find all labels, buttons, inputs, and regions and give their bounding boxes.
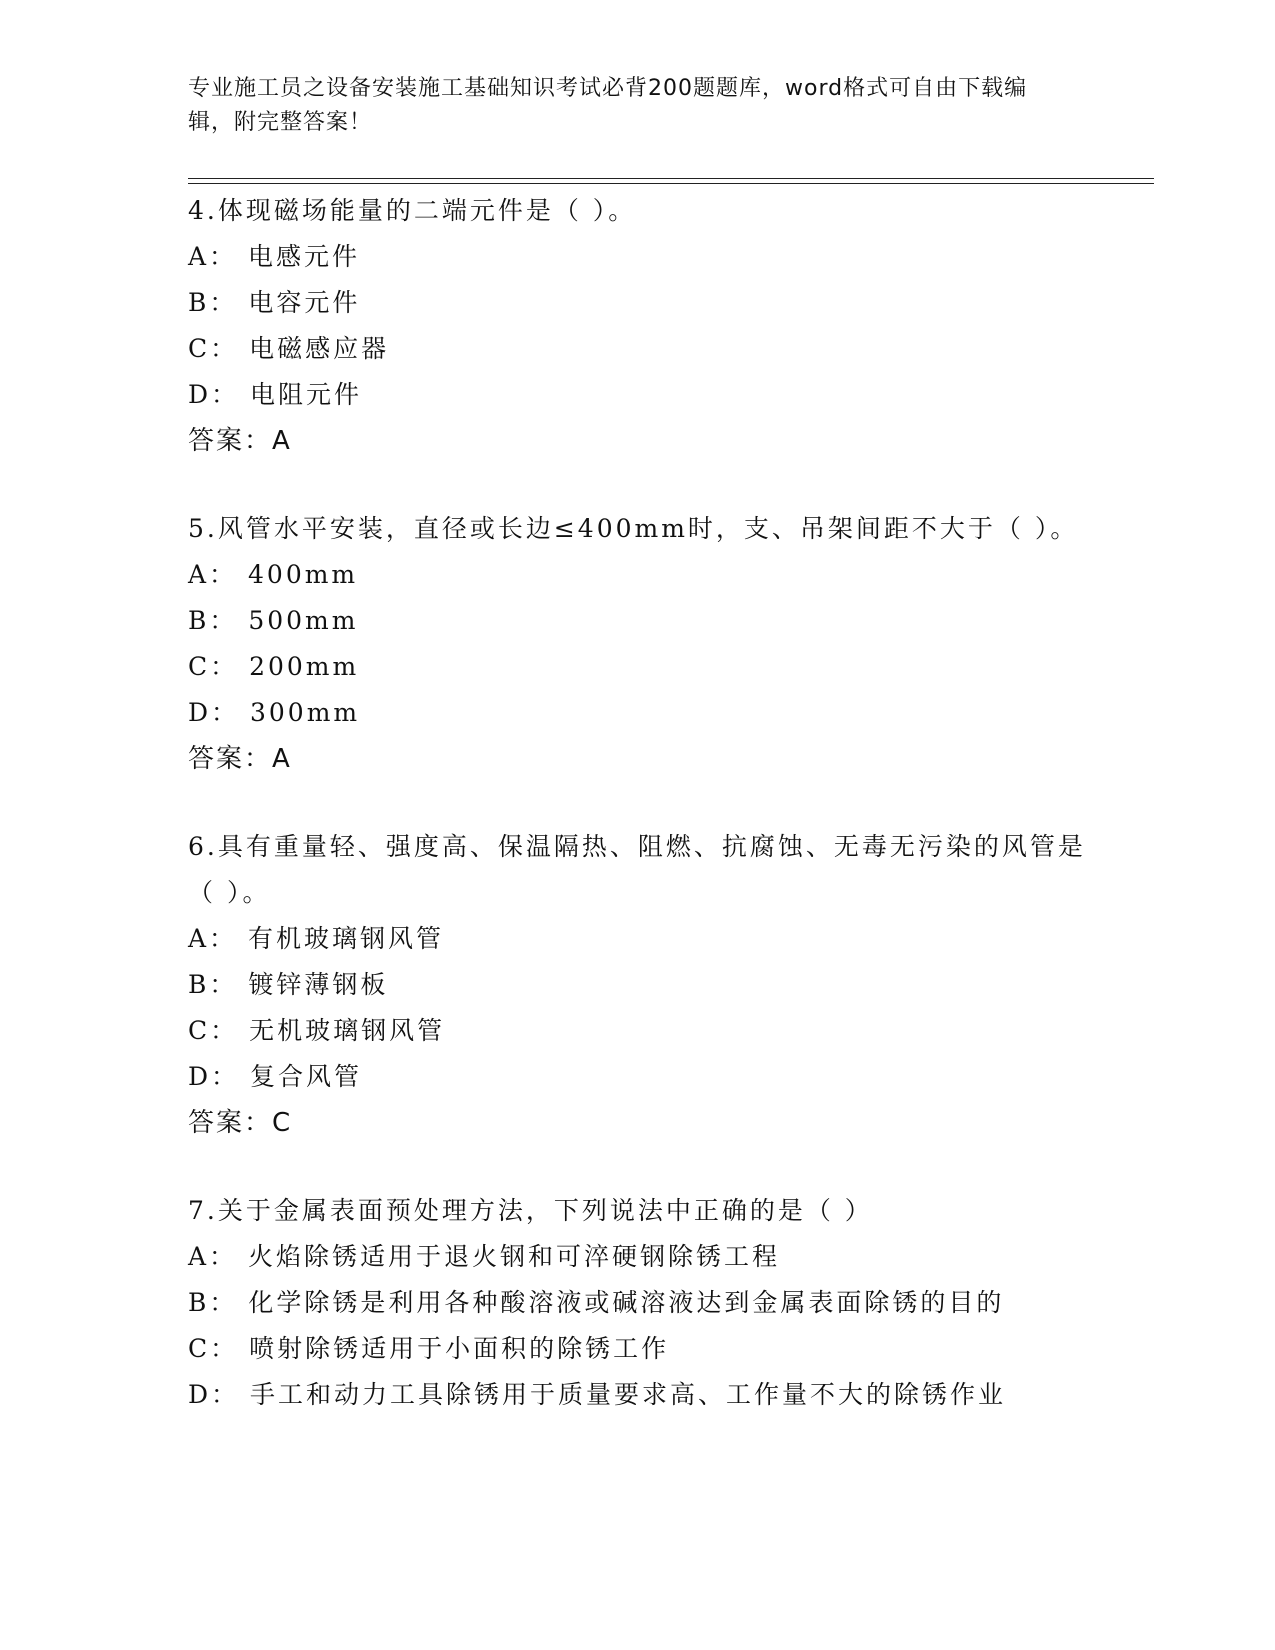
question-stem: 4.体现磁场能量的二端元件是（ ）。	[188, 196, 637, 225]
option-d: D： 手工和动力工具除锈用于质量要求高、工作量不大的除锈作业	[188, 1380, 1006, 1409]
question-item	[188, 1188, 1088, 1418]
option-a: A： 电感元件	[188, 242, 361, 271]
answer-line: 答案：A	[188, 426, 292, 456]
answer-line: 答案：C	[188, 1108, 293, 1138]
option-a: A： 火焰除锈适用于退火钢和可淬硬钢除锈工程	[188, 1242, 781, 1271]
option-b: B： 镀锌薄钢板	[188, 970, 389, 999]
question-stem: 6.具有重量轻、强度高、保温隔热、阻燃、抗腐蚀、无毒无污染的风管是（ ）。	[188, 832, 1086, 907]
option-c: C： 喷射除锈适用于小面积的除锈工作	[188, 1334, 670, 1363]
question-stem: 7.关于金属表面预处理方法，下列说法中正确的是（ ）	[188, 1196, 873, 1225]
option-b: B： 500mm	[188, 606, 359, 635]
question-stem: 5.风管水平安装，直径或长边≤400mm时，支、吊架间距不大于（ ）。	[188, 514, 1079, 543]
question-list	[188, 188, 1088, 1460]
header-divider	[188, 178, 1154, 184]
option-a: A： 有机玻璃钢风管	[188, 924, 445, 953]
question-item	[188, 506, 1088, 782]
option-b: B： 化学除锈是利用各种酸溶液或碱溶液达到金属表面除锈的目的	[188, 1288, 1005, 1317]
option-b: B： 电容元件	[188, 288, 361, 317]
option-c: C： 无机玻璃钢风管	[188, 1016, 446, 1045]
option-d: D： 电阻元件	[188, 380, 362, 409]
document-header: 专业施工员之设备安装施工基础知识考试必背200题题库，word格式可自由下载编辑，附完整答案！	[188, 76, 1028, 135]
option-d: D： 300mm	[188, 698, 361, 727]
question-item	[188, 188, 1088, 464]
option-c: C： 200mm	[188, 652, 360, 681]
answer-line: 答案：A	[188, 744, 292, 774]
option-c: C： 电磁感应器	[188, 334, 390, 363]
option-a: A： 400mm	[188, 560, 359, 589]
question-item	[188, 824, 1088, 1146]
option-d: D： 复合风管	[188, 1062, 362, 1091]
